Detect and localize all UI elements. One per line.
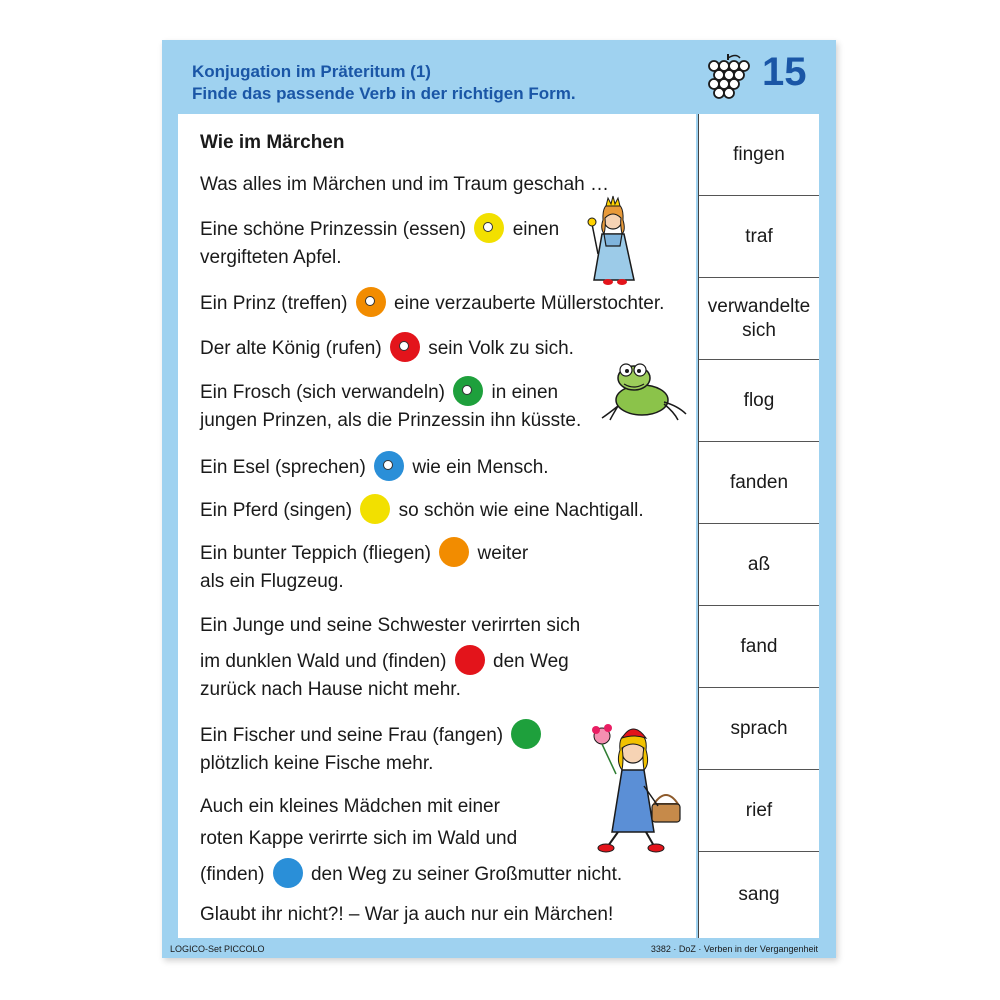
answer-card-1[interactable]: fingen <box>699 114 819 196</box>
sentence-text: sein Volk zu sich. <box>428 338 574 360</box>
answer-card-8[interactable]: sprach <box>699 688 819 770</box>
yellow-dot-marker[interactable] <box>360 494 390 524</box>
sentence-text: den Weg <box>493 651 569 673</box>
sentence-text: den Weg zu seiner Großmutter nicht. <box>310 864 623 886</box>
card-number: 15 <box>762 50 807 94</box>
sentence-text: Ein Prinz (treffen) <box>200 293 348 315</box>
answer-card-7[interactable]: fand <box>699 606 819 688</box>
sentence-9-cont: plötzlich keine Fische mehr. <box>200 753 434 774</box>
sentence-text: Ein Frosch (sich verwandeln) <box>200 382 445 404</box>
blue-dot-marker[interactable] <box>273 858 303 888</box>
sentence-1 <box>200 215 559 245</box>
red-dot-marker[interactable] <box>455 645 485 675</box>
story-panel <box>178 114 696 938</box>
yellow-ring-marker[interactable] <box>474 213 504 243</box>
sentence-7-cont: als ein Flugzeug. <box>200 571 344 592</box>
sentence-text: so schön wie eine Nachtigall. <box>398 500 644 522</box>
sentence-4 <box>200 378 558 408</box>
orange-ring-marker[interactable] <box>356 287 386 317</box>
answer-card-9[interactable]: rief <box>699 770 819 852</box>
worksheet-card <box>162 40 836 958</box>
sentence-text: in einen <box>491 382 559 404</box>
sentence-8: Ein Junge und seine Schwester verirrten sich <box>200 615 581 636</box>
green-ring-marker[interactable] <box>453 376 483 406</box>
sentence-4-cont: jungen Prinzen, als die Prinzessin ihn küsste. <box>200 410 582 431</box>
sentence-8-end: zurück nach Hause nicht mehr. <box>200 679 461 700</box>
sentence-text: (finden) <box>200 864 265 886</box>
red-ring-marker[interactable] <box>390 332 420 362</box>
exercise-title: Konjugation im Präteritum (1) <box>192 62 431 81</box>
red-riding-hood-illustration <box>588 714 688 854</box>
sentence-text: einen <box>512 219 560 241</box>
footer-brand: LOGICO-Set PICCOLO <box>170 944 265 954</box>
sentence-text: eine verzauberte Müllerstochter. <box>394 293 665 315</box>
answer-card-5[interactable]: fanden <box>699 442 819 524</box>
footer-product-info: 3382 · DoZ · Verben in der Vergangenheit <box>650 944 818 954</box>
answer-card-4[interactable]: flog <box>699 360 819 442</box>
sentence-1-cont: vergifteten Apfel. <box>200 247 342 268</box>
blue-ring-marker[interactable] <box>374 451 404 481</box>
sentence-8-cont <box>200 647 569 677</box>
sentence-2 <box>200 289 664 319</box>
orange-dot-marker[interactable] <box>439 537 469 567</box>
answer-card-2[interactable]: traf <box>699 196 819 278</box>
sentence-10: Auch ein kleines Mädchen mit einer <box>200 796 500 817</box>
frog-illustration <box>598 362 690 422</box>
sentence-text: Ein Fischer und seine Frau (fangen) <box>200 725 504 747</box>
sentence-9 <box>200 721 544 751</box>
sentence-5 <box>200 453 549 483</box>
sentence-text: im dunklen Wald und (finden) <box>200 651 447 673</box>
sentence-text: wie ein Mensch. <box>412 457 549 479</box>
sentence-6 <box>200 496 644 526</box>
princess-illustration <box>582 194 646 286</box>
sentence-text: Ein bunter Teppich (fliegen) <box>200 543 431 565</box>
story-intro: Was alles im Märchen und im Traum geschah … <box>200 174 610 195</box>
sentence-3 <box>200 334 574 364</box>
sentence-10-end <box>200 860 622 890</box>
green-dot-marker[interactable] <box>511 719 541 749</box>
answer-card-3[interactable]: verwandelte sich <box>699 278 819 360</box>
sentence-text: Der alte König (rufen) <box>200 338 382 360</box>
sentence-text: weiter <box>477 543 529 565</box>
story-closing: Glaubt ihr nicht?! – War ja auch nur ein Märchen! <box>200 904 614 925</box>
sentence-7 <box>200 539 528 569</box>
answer-card-10[interactable]: sang <box>738 884 780 905</box>
grapes-icon <box>706 52 750 100</box>
story-title: Wie im Märchen <box>200 132 345 153</box>
answer-card-6[interactable]: aß <box>699 524 819 606</box>
answer-column <box>698 114 819 938</box>
sentence-text: Eine schöne Prinzessin (essen) <box>200 219 467 241</box>
sentence-text: Ein Esel (sprechen) <box>200 457 366 479</box>
sentence-10-cont: roten Kappe verirrte sich im Wald und <box>200 828 518 849</box>
exercise-instruction: Finde das passende Verb in der richtigen Form. <box>192 84 576 103</box>
sentence-text: Ein Pferd (singen) <box>200 500 353 522</box>
